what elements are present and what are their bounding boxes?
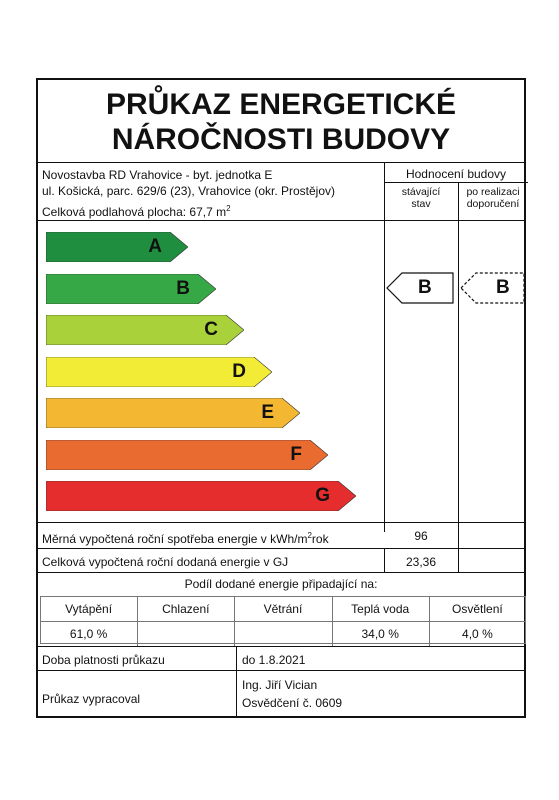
divider bbox=[384, 162, 385, 532]
share-column-value: 4,0 % bbox=[462, 627, 493, 641]
delivered-energy-value: 23,36 bbox=[405, 555, 437, 569]
divider bbox=[384, 182, 528, 183]
divider bbox=[384, 548, 385, 572]
scale-arrow-g bbox=[46, 481, 356, 511]
scale-arrow-d bbox=[46, 357, 272, 387]
consumption-value: 96 bbox=[414, 529, 428, 543]
validity-value: do 1.8.2021 bbox=[242, 653, 306, 667]
current-state-header: stávající stav bbox=[401, 186, 441, 210]
divider bbox=[236, 646, 237, 718]
author-name: Ing. Jiří Vician bbox=[242, 678, 318, 692]
share-table-frame bbox=[40, 596, 526, 644]
building-address: ul. Košická, parc. 629/6 (23), Vrahovice (okr. Prostějov) bbox=[42, 184, 336, 198]
share-column-header: Osvětlení bbox=[452, 602, 503, 616]
scale-arrow-b bbox=[46, 274, 216, 304]
scale-letter: A bbox=[148, 236, 162, 257]
scale-arrow-c bbox=[46, 315, 244, 345]
current-rating-letter: B bbox=[418, 277, 432, 298]
after-recommendation-header: po realizaci doporučení bbox=[466, 186, 520, 210]
certificate-title bbox=[38, 80, 524, 162]
share-column-header: Teplá voda bbox=[351, 602, 410, 616]
share-column-value: 61,0 % bbox=[69, 627, 108, 641]
divider bbox=[38, 572, 524, 573]
divider bbox=[38, 646, 524, 647]
divider bbox=[458, 548, 459, 572]
validity-label: Doba platnosti průkazu bbox=[42, 653, 165, 667]
building-name: Novostavba RD Vrahovice - byt. jednotka E bbox=[42, 168, 273, 182]
divider bbox=[38, 522, 524, 523]
floor-area: Celková podlahová plocha: 67,7 $m^2$ bbox=[42, 204, 231, 219]
share-column-value: 34,0 % bbox=[361, 627, 399, 641]
divider bbox=[458, 182, 459, 552]
scale-arrow-a bbox=[46, 232, 188, 262]
energy-certificate bbox=[36, 78, 526, 718]
divider bbox=[38, 548, 524, 549]
scale-arrow-e bbox=[46, 398, 300, 428]
scale-letter: C bbox=[204, 319, 218, 340]
share-column-header: Chlazení bbox=[162, 602, 210, 616]
scale-letter: D bbox=[232, 360, 246, 382]
scale-letter: E bbox=[261, 402, 274, 423]
share-column-header: Větrání bbox=[263, 602, 303, 616]
scale-arrow-f bbox=[46, 440, 328, 470]
scale-letter: G bbox=[315, 485, 330, 506]
scale-letter: F bbox=[290, 443, 302, 465]
title-line-1: PRŮKAZ ENERGETICKÉ bbox=[105, 88, 457, 121]
scale-letter: B bbox=[176, 277, 190, 299]
author-label: Průkaz vypracoval bbox=[42, 692, 141, 706]
divider bbox=[38, 220, 524, 221]
divider bbox=[38, 162, 524, 163]
title-line-2: NÁROČNOSTI BUDOVY bbox=[111, 123, 451, 156]
share-column-header: Vytápění bbox=[65, 602, 113, 616]
divider bbox=[38, 670, 524, 671]
after-rating-letter: B bbox=[496, 277, 510, 298]
delivered-energy-label: Celková vypočtená roční dodaná energie v GJ bbox=[42, 555, 289, 569]
rating-header-title: Hodnocení budovy bbox=[405, 167, 507, 181]
consumption-label: Měrná vypočtená roční spotřeba energie v kWh/$m^2rok$ bbox=[42, 531, 329, 546]
author-certificate: Osvědčení č. 0609 bbox=[242, 696, 343, 710]
after-rating-indicator bbox=[460, 272, 526, 304]
share-title: Podíl dodané energie připadající na: bbox=[184, 577, 378, 591]
